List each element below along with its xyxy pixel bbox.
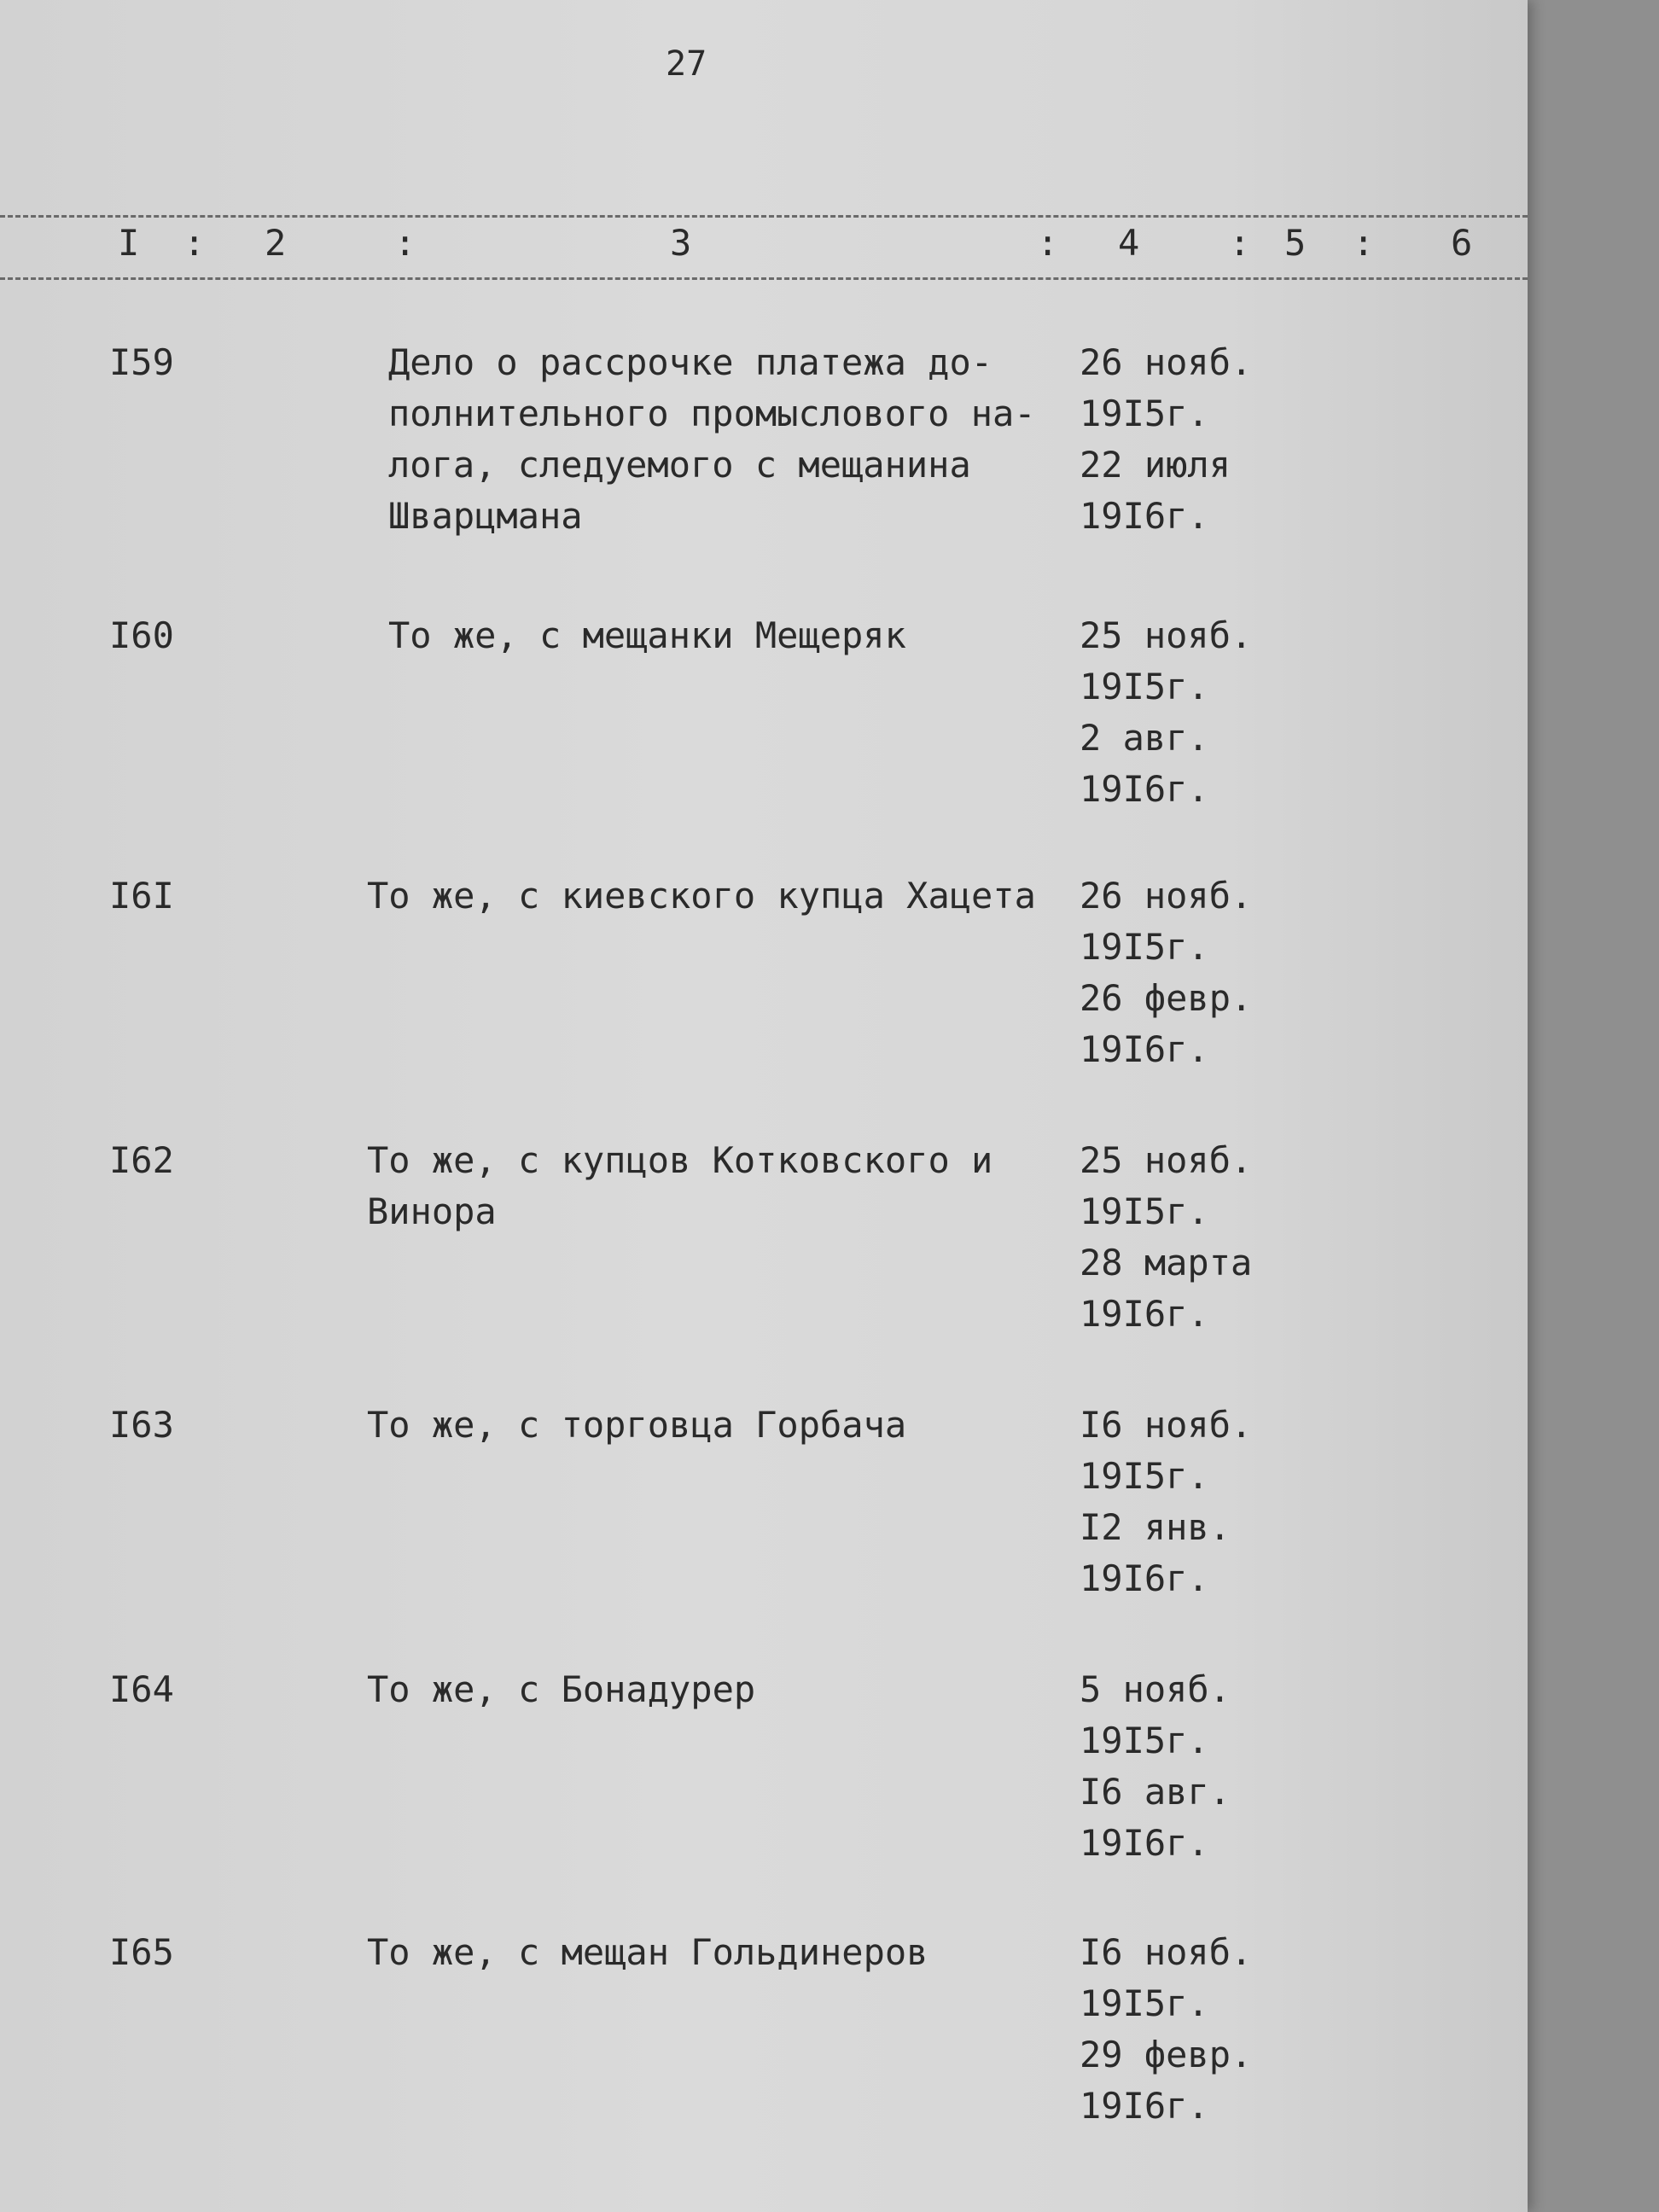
item-date: 25 нояб. xyxy=(1080,614,1253,656)
item-number: I59 xyxy=(109,341,174,383)
item-date: 25 нояб. xyxy=(1080,1139,1253,1181)
item-date: 19I5г. xyxy=(1080,1190,1209,1232)
item-date: I2 янв. xyxy=(1080,1506,1231,1548)
item-date: 26 нояб. xyxy=(1080,875,1253,917)
item-date: 28 марта xyxy=(1080,1242,1253,1284)
item-date: I6 нояб. xyxy=(1080,1404,1253,1446)
item-description-line: То же, с мещанки Мещеряк xyxy=(388,614,906,656)
item-description-line: Винора xyxy=(367,1190,497,1232)
header-sep: : xyxy=(394,222,416,264)
header-col-2: 2 xyxy=(265,222,287,264)
header-sep: : xyxy=(1353,222,1375,264)
item-date: 19I5г. xyxy=(1080,1720,1209,1761)
item-number: I65 xyxy=(109,1931,174,1973)
item-date: 19I6г. xyxy=(1080,1293,1209,1335)
header-col-4: 4 xyxy=(1118,222,1140,264)
item-date: 2 авг. xyxy=(1080,717,1209,759)
header-sep: : xyxy=(183,222,206,264)
header-col-3: 3 xyxy=(670,222,692,264)
item-description-line: То же, с торговца Горбача xyxy=(367,1404,907,1446)
item-date: 19I6г. xyxy=(1080,495,1209,537)
item-date: 22 июля xyxy=(1080,444,1231,486)
item-date: 19I6г. xyxy=(1080,2085,1209,2127)
item-date: 19I6г. xyxy=(1080,768,1209,810)
item-description-line: То же, с Бонадурер xyxy=(367,1668,756,1710)
item-number: I60 xyxy=(109,614,174,656)
header-top-rule xyxy=(0,215,1528,218)
item-date: I6 авг. xyxy=(1080,1771,1231,1813)
header-col-5: 5 xyxy=(1284,222,1307,264)
item-date: 26 нояб. xyxy=(1080,341,1253,383)
item-number: I63 xyxy=(109,1404,174,1446)
item-description-line: лога, следуемого с мещанина xyxy=(388,444,971,486)
item-description-line: полнительного промыслового на- xyxy=(388,393,1036,434)
item-description-line: Шварцмана xyxy=(388,495,583,537)
item-date: 19I5г. xyxy=(1080,1982,1209,2024)
item-number: I62 xyxy=(109,1139,174,1181)
page-number: 27 xyxy=(666,44,707,84)
item-date: 19I5г. xyxy=(1080,666,1209,707)
item-description-line: То же, с мещан Гольдинеров xyxy=(367,1931,928,1973)
item-date: 19I5г. xyxy=(1080,926,1209,968)
header-col-1: I xyxy=(118,222,140,264)
item-description-line: То же, с купцов Котковского и xyxy=(367,1139,993,1181)
item-date: I6 нояб. xyxy=(1080,1931,1253,1973)
header-sep: : xyxy=(1229,222,1251,264)
header-bottom-rule xyxy=(0,277,1528,280)
item-number: I64 xyxy=(109,1668,174,1710)
item-description-line: То же, с киевского купца Хацета xyxy=(367,875,1036,917)
item-date: 19I6г. xyxy=(1080,1028,1209,1070)
item-number: I6I xyxy=(109,875,174,917)
item-date: 29 февр. xyxy=(1080,2034,1253,2075)
header-sep: : xyxy=(1037,222,1059,264)
item-date: 19I6г. xyxy=(1080,1822,1209,1864)
item-date: 26 февр. xyxy=(1080,977,1253,1019)
item-date: 5 нояб. xyxy=(1080,1668,1231,1710)
item-date: 19I5г. xyxy=(1080,393,1209,434)
item-date: 19I5г. xyxy=(1080,1455,1209,1497)
item-date: 19I6г. xyxy=(1080,1557,1209,1599)
header-col-6: 6 xyxy=(1451,222,1473,264)
item-description-line: Дело о рассрочке платежа до- xyxy=(388,341,993,383)
